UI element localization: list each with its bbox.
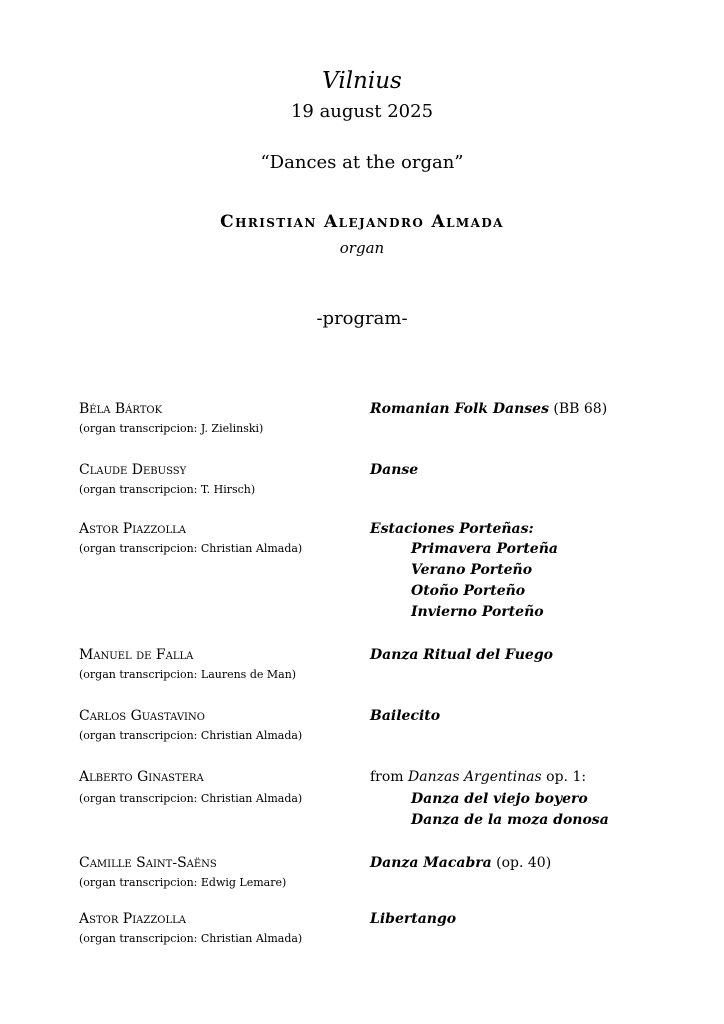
work-title: Danse: [370, 462, 419, 478]
movement-title: Otoño Porteño: [411, 583, 526, 599]
work-title: Libertango: [370, 911, 457, 927]
work-title: Estaciones Porteñas:: [370, 521, 534, 537]
composer-name: Manuel de Falla: [79, 647, 194, 663]
movement-title: Danza del viejo boyero: [411, 791, 588, 807]
composer-name: Camille Saint-Saëns: [79, 855, 217, 871]
work-title: Romanian Folk Danses (BB 68): [370, 401, 608, 417]
movement-title: Danza de la moza donosa: [411, 812, 609, 828]
composer-name: Carlos Guastavino: [79, 708, 205, 724]
transcription-credit: (organ transcripcion: Christian Almada): [79, 729, 303, 742]
composer-name: Astor Piazzolla: [79, 521, 186, 537]
transcription-credit: (organ transcripcion: Laurens de Man): [79, 668, 297, 681]
transcription-credit: (organ transcripcion: T. Hirsch): [79, 483, 256, 496]
city-title: Vilnius: [322, 68, 402, 94]
work-title: Danza Macabra (op. 40): [370, 855, 552, 871]
composer-name: Astor Piazzolla: [79, 911, 186, 927]
movement-title: Primavera Porteña: [411, 541, 558, 557]
transcription-credit: (organ transcripcion: Edwig Lemare): [79, 876, 287, 889]
concert-date: 19 august 2025: [290, 101, 434, 122]
composer-name: Béla Bártok: [79, 401, 163, 417]
transcription-credit: (organ transcripcion: Christian Almada): [79, 792, 303, 805]
transcription-credit: (organ transcripcion: J. Zielinski): [79, 422, 264, 435]
concert-title: “Dances at the organ”: [260, 152, 464, 173]
work-title: Bailecito: [370, 708, 441, 724]
composer-name: Claude Debussy: [79, 462, 187, 478]
composer-name: Alberto Ginastera: [79, 769, 204, 785]
movement-title: Invierno Porteño: [411, 604, 544, 620]
work-title: Danza Ritual del Fuego: [370, 647, 553, 663]
program-heading: -program-: [316, 308, 408, 329]
movement-title: Verano Porteño: [411, 562, 533, 578]
transcription-credit: (organ transcripcion: Christian Almada): [79, 542, 303, 555]
work-title: from Danzas Argentinas op. 1:: [370, 769, 587, 785]
transcription-credit: (organ transcripcion: Christian Almada): [79, 932, 303, 945]
performer-instrument: organ: [339, 239, 385, 257]
performer-name: Christian Alejandro Almada: [220, 212, 504, 232]
